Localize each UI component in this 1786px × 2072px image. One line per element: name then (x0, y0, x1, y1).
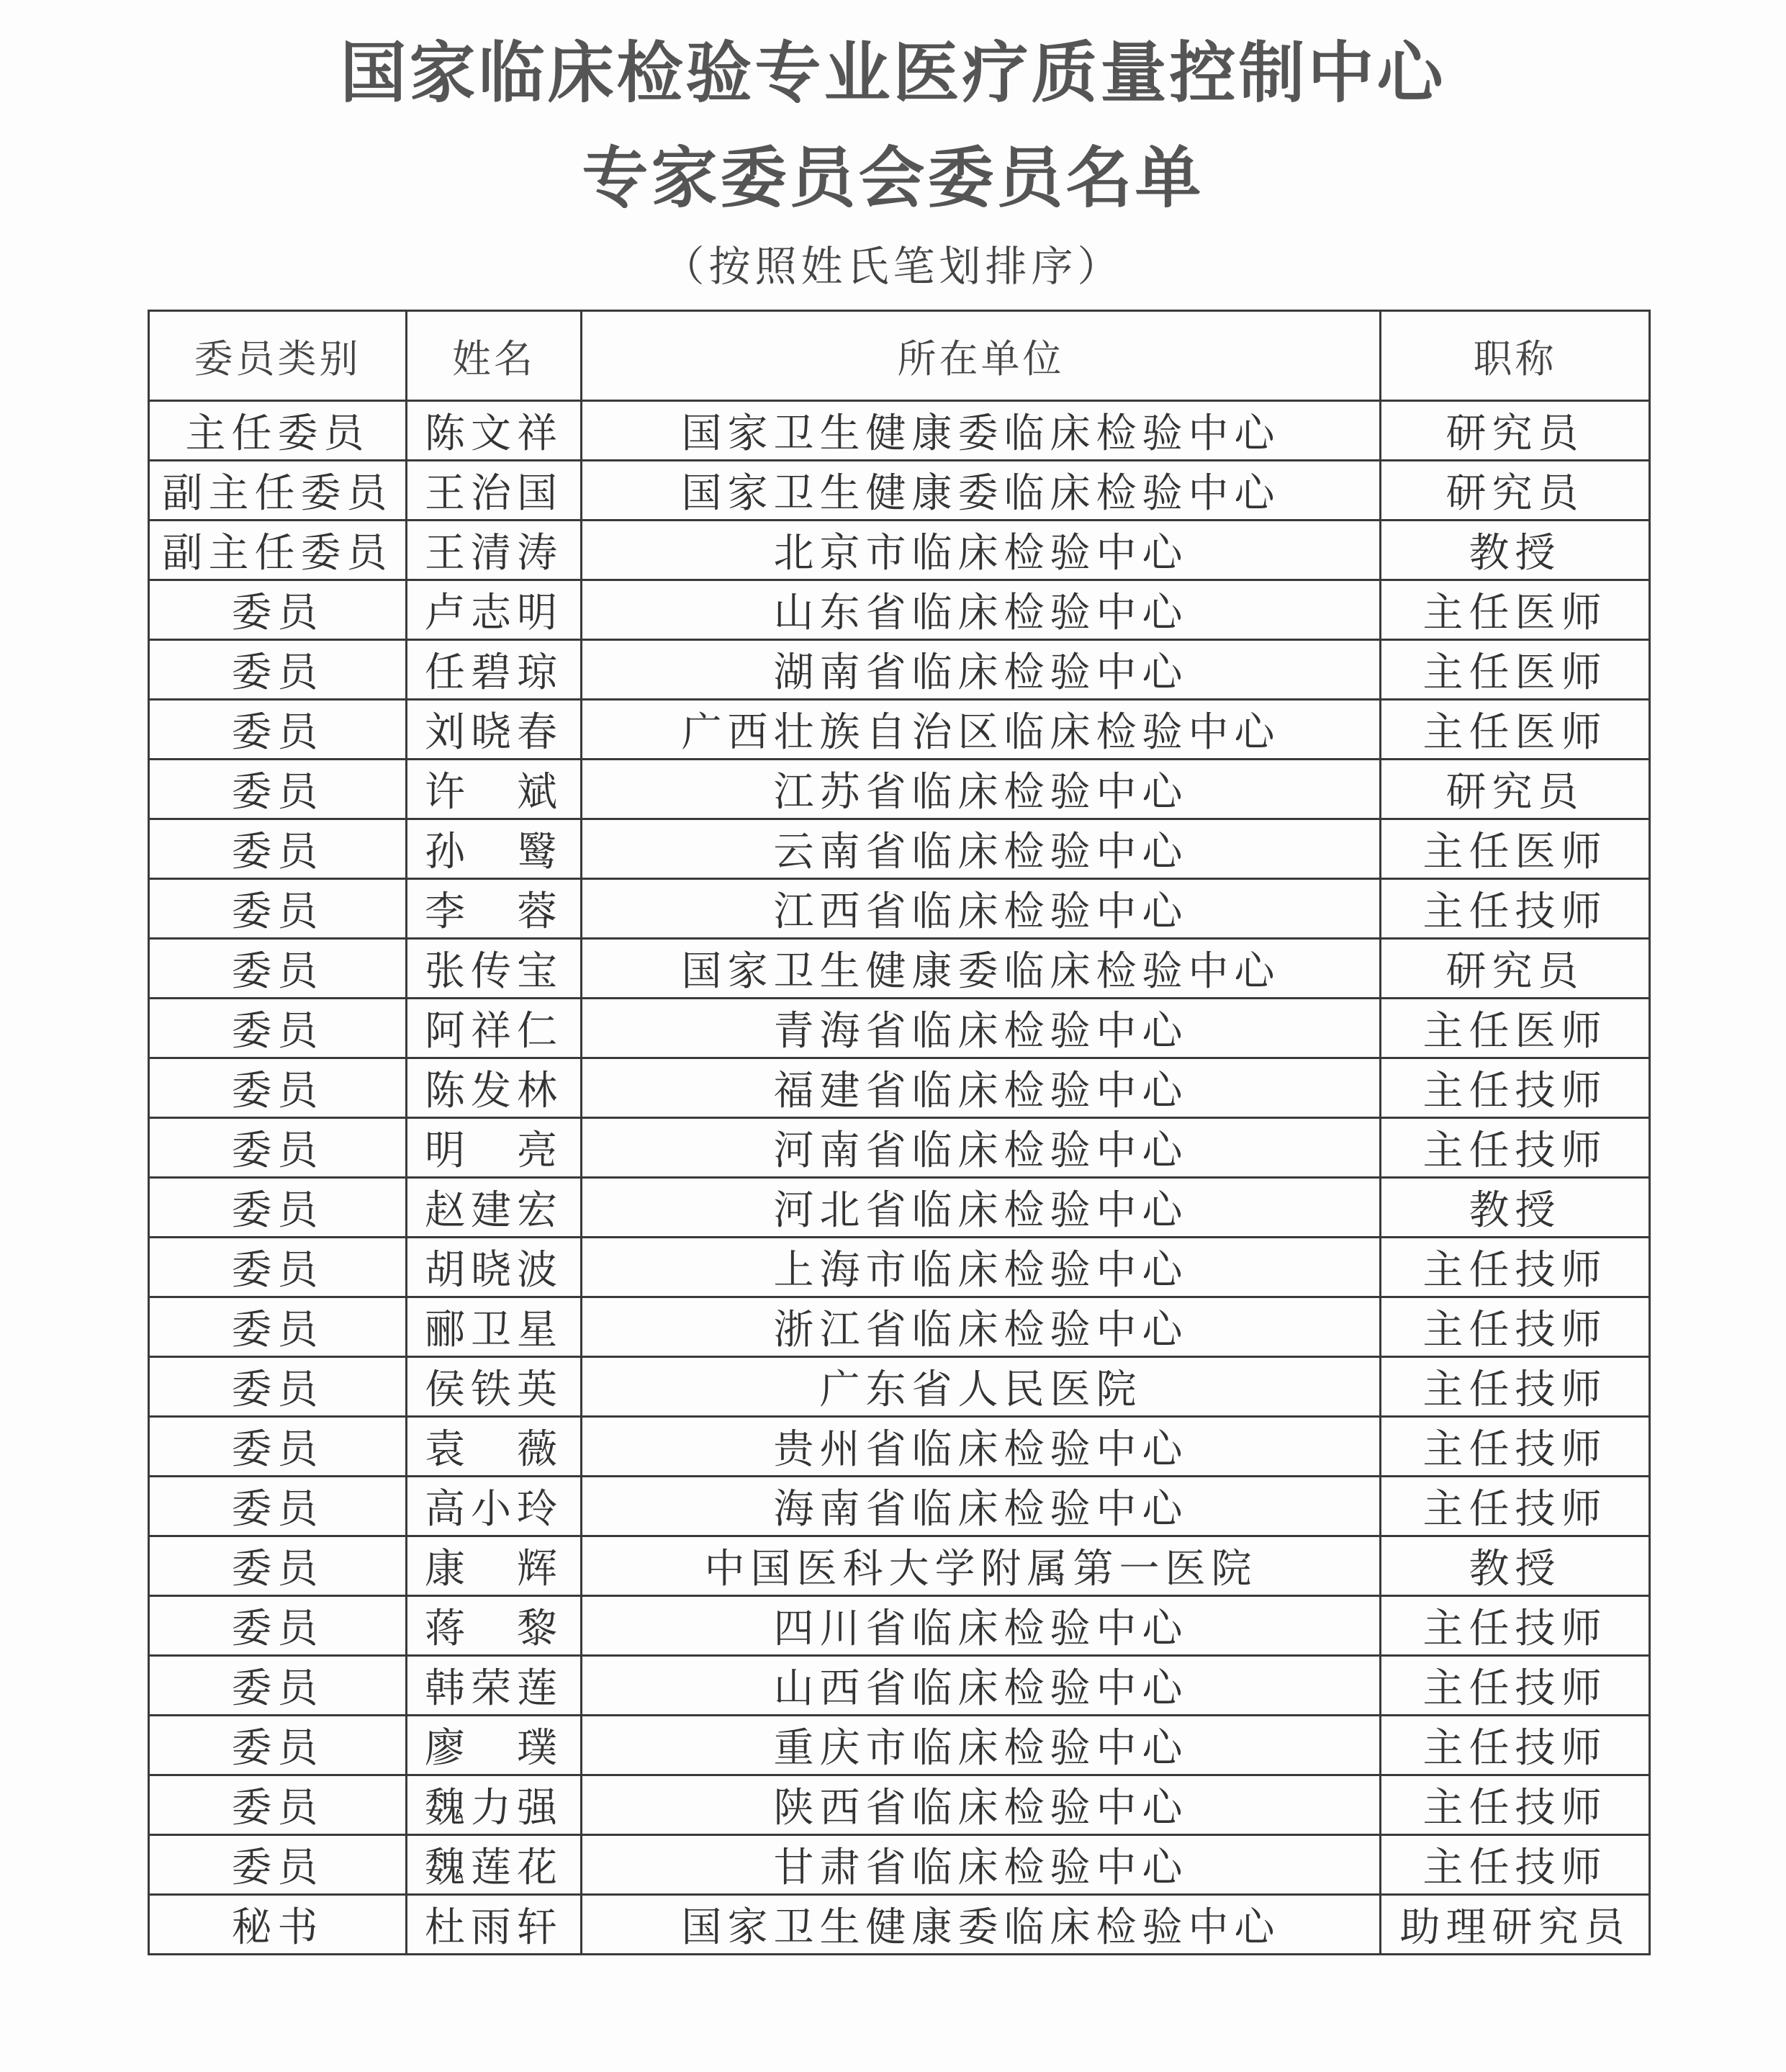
sort-note: （按照姓氏笔划排序） (662, 242, 1124, 291)
cell-unit: 四川省临床检验中心 (582, 1596, 1381, 1656)
cell-title: 主任技师 (1381, 1596, 1650, 1656)
cell-unit: 云南省临床检验中心 (582, 819, 1381, 879)
cell-name: 韩荣莲 (407, 1656, 582, 1716)
cell-title: 主任技师 (1381, 1238, 1650, 1297)
cell-name: 袁 薇 (407, 1417, 582, 1477)
cell-category: 委员 (149, 1775, 407, 1835)
cell-name: 魏莲花 (407, 1835, 582, 1895)
cell-title: 主任医师 (1381, 999, 1650, 1058)
cell-unit: 国家卫生健康委临床检验中心 (582, 939, 1381, 999)
cell-name: 刘晓春 (407, 700, 582, 760)
cell-name: 胡晓波 (407, 1238, 582, 1297)
cell-unit: 上海市临床检验中心 (582, 1238, 1381, 1297)
cell-category: 委员 (149, 580, 407, 640)
cell-unit: 青海省临床检验中心 (582, 999, 1381, 1058)
cell-name: 王清涛 (407, 521, 582, 580)
cell-unit: 浙江省临床检验中心 (582, 1297, 1381, 1357)
cell-category: 委员 (149, 1357, 407, 1417)
cell-category: 委员 (149, 1118, 407, 1178)
cell-unit: 广东省人民医院 (582, 1357, 1381, 1417)
cell-category: 委员 (149, 1238, 407, 1297)
table-row (149, 401, 1650, 461)
cell-category: 委员 (149, 640, 407, 700)
table-row (149, 760, 1650, 819)
cell-name: 康 辉 (407, 1536, 582, 1596)
cell-unit: 广西壮族自治区临床检验中心 (582, 700, 1381, 760)
cell-unit: 福建省临床检验中心 (582, 1058, 1381, 1118)
cell-category: 委员 (149, 1417, 407, 1477)
cell-unit: 河南省临床检验中心 (582, 1118, 1381, 1178)
table-row (149, 1656, 1650, 1716)
cell-category: 副主任委员 (149, 521, 407, 580)
cell-name: 陈发林 (407, 1058, 582, 1118)
cell-title: 主任医师 (1381, 819, 1650, 879)
table-row (149, 939, 1650, 999)
cell-category: 委员 (149, 700, 407, 760)
table-row (149, 1238, 1650, 1297)
table-row (149, 1477, 1650, 1536)
cell-title: 研究员 (1381, 939, 1650, 999)
header-name: 姓名 (407, 311, 582, 401)
cell-title: 研究员 (1381, 461, 1650, 521)
cell-title: 主任技师 (1381, 1656, 1650, 1716)
cell-unit: 江苏省临床检验中心 (582, 760, 1381, 819)
cell-category: 委员 (149, 1596, 407, 1656)
cell-unit: 甘肃省临床检验中心 (582, 1835, 1381, 1895)
cell-title: 主任技师 (1381, 1775, 1650, 1835)
cell-name: 高小玲 (407, 1477, 582, 1536)
cell-category: 委员 (149, 999, 407, 1058)
cell-title: 教授 (1381, 1178, 1650, 1238)
table-body (149, 401, 1650, 1955)
cell-unit: 山西省临床检验中心 (582, 1656, 1381, 1716)
cell-unit: 海南省临床检验中心 (582, 1477, 1381, 1536)
table-row (149, 1835, 1650, 1895)
cell-title: 主任技师 (1381, 1058, 1650, 1118)
table-row (149, 1895, 1650, 1955)
cell-title: 主任医师 (1381, 640, 1650, 700)
table-row (149, 1058, 1650, 1118)
header-title: 职称 (1381, 311, 1650, 401)
cell-title: 主任技师 (1381, 1118, 1650, 1178)
cell-category: 委员 (149, 1058, 407, 1118)
cell-title: 研究员 (1381, 401, 1650, 461)
cell-unit: 中国医科大学附属第一医院 (582, 1536, 1381, 1596)
cell-name: 明 亮 (407, 1118, 582, 1178)
cell-category: 委员 (149, 1716, 407, 1775)
cell-title: 主任医师 (1381, 580, 1650, 640)
table-row (149, 999, 1650, 1058)
cell-category: 主任委员 (149, 401, 407, 461)
table-row (149, 1118, 1650, 1178)
cell-name: 任碧琼 (407, 640, 582, 700)
table-row (149, 1357, 1650, 1417)
cell-unit: 国家卫生健康委临床检验中心 (582, 461, 1381, 521)
cell-name: 杜雨轩 (407, 1895, 582, 1955)
cell-category: 委员 (149, 1536, 407, 1596)
cell-unit: 贵州省临床检验中心 (582, 1417, 1381, 1477)
table-row (149, 1417, 1650, 1477)
cell-name: 阿祥仁 (407, 999, 582, 1058)
cell-category: 委员 (149, 1835, 407, 1895)
cell-unit: 河北省临床检验中心 (582, 1178, 1381, 1238)
document-subtitle-heading: 专家委员会委员名单 (582, 140, 1204, 217)
cell-category: 委员 (149, 1178, 407, 1238)
cell-unit: 江西省临床检验中心 (582, 879, 1381, 939)
cell-unit: 国家卫生健康委临床检验中心 (582, 1895, 1381, 1955)
cell-category: 委员 (149, 1297, 407, 1357)
cell-category: 委员 (149, 939, 407, 999)
cell-unit: 湖南省临床检验中心 (582, 640, 1381, 700)
table-row (149, 879, 1650, 939)
cell-title: 教授 (1381, 1536, 1650, 1596)
table-row (149, 700, 1650, 760)
cell-name: 孙 鹥 (407, 819, 582, 879)
cell-category: 副主任委员 (149, 461, 407, 521)
table-row (149, 640, 1650, 700)
table-row (149, 1297, 1650, 1357)
cell-unit: 陕西省临床检验中心 (582, 1775, 1381, 1835)
table-row (149, 819, 1650, 879)
cell-name: 李 蓉 (407, 879, 582, 939)
cell-name: 蒋 黎 (407, 1596, 582, 1656)
table-header-row (149, 311, 1650, 401)
cell-title: 主任医师 (1381, 700, 1650, 760)
cell-title: 主任技师 (1381, 1477, 1650, 1536)
cell-name: 卢志明 (407, 580, 582, 640)
cell-title: 主任技师 (1381, 1417, 1650, 1477)
committee-table (148, 310, 1651, 1955)
cell-category: 委员 (149, 879, 407, 939)
cell-name: 赵建宏 (407, 1178, 582, 1238)
header-unit: 所在单位 (582, 311, 1381, 401)
cell-title: 研究员 (1381, 760, 1650, 819)
table-row (149, 521, 1650, 580)
cell-name: 张传宝 (407, 939, 582, 999)
cell-unit: 北京市临床检验中心 (582, 521, 1381, 580)
cell-category: 秘书 (149, 1895, 407, 1955)
table-row (149, 1716, 1650, 1775)
cell-unit: 重庆市临床检验中心 (582, 1716, 1381, 1775)
table-row (149, 1536, 1650, 1596)
table-row (149, 580, 1650, 640)
cell-title: 主任技师 (1381, 1716, 1650, 1775)
header-category: 委员类别 (149, 311, 407, 401)
cell-name: 王治国 (407, 461, 582, 521)
cell-name: 魏力强 (407, 1775, 582, 1835)
table-row (149, 1596, 1650, 1656)
cell-title: 主任技师 (1381, 1835, 1650, 1895)
cell-category: 委员 (149, 1656, 407, 1716)
cell-title: 主任技师 (1381, 1297, 1650, 1357)
cell-name: 许 斌 (407, 760, 582, 819)
table-row (149, 1178, 1650, 1238)
table-row (149, 1775, 1650, 1835)
cell-title: 主任技师 (1381, 1357, 1650, 1417)
cell-unit: 山东省临床检验中心 (582, 580, 1381, 640)
cell-category: 委员 (149, 819, 407, 879)
table-row (149, 461, 1650, 521)
cell-title: 教授 (1381, 521, 1650, 580)
cell-category: 委员 (149, 760, 407, 819)
cell-unit: 国家卫生健康委临床检验中心 (582, 401, 1381, 461)
cell-name: 侯铁英 (407, 1357, 582, 1417)
cell-title: 主任技师 (1381, 879, 1650, 939)
cell-name: 廖 璞 (407, 1716, 582, 1775)
document-title: 国家临床检验专业医疗质量控制中心 (340, 35, 1446, 112)
cell-title: 助理研究员 (1381, 1895, 1650, 1955)
cell-category: 委员 (149, 1477, 407, 1536)
cell-name: 郦卫星 (407, 1297, 582, 1357)
cell-name: 陈文祥 (407, 401, 582, 461)
